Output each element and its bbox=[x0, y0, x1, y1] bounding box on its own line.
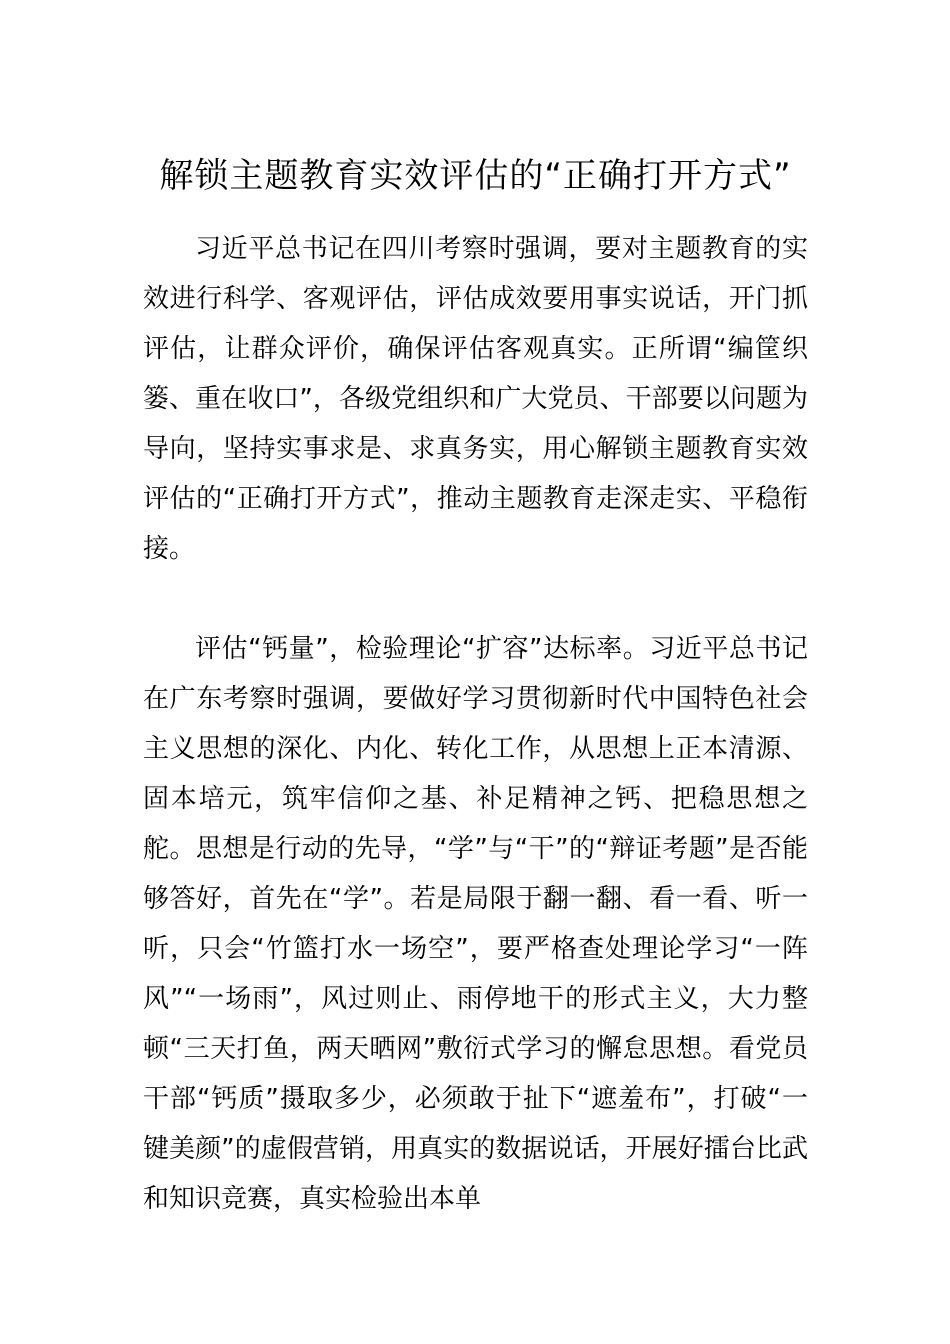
paragraph-intro: 习近平总书记在四川考察时强调，要对主题教育的实效进行科学、客观评估，评估成效要用事实说话，开门抓评估，让群众评价，确保评估客观真实。正所谓“编筐织篓、重在收口”，各级党组织和广大党员、干部要以问题为导向，坚持实事求是、求真务实，用心解锁主题教育实效评估的“正确打开方式”，推动主题教育走深走实、平稳衔接。 bbox=[143, 234, 808, 564]
paragraph-calcium-assessment: 评估“钙量”，检验理论“扩容”达标率。习近平总书记在广东考察时强调，要做好学习贯彻新时代中国特色社会主义思想的深化、内化、转化工作，从思想上正本清源、固本培元，筑牢信仰之基、补足精神之钙、把稳思想之舵。思想是行动的先导，“学”与“干”的“辩证考题”是否能够答好，首先在“学”。若是局限于翻一翻、看一看、听一听，只会“竹篮打水一场空”，要严格查处理论学习“一阵风”“一场雨”，风过则止、雨停地干的形式主义，大力整顿“三天打鱼，两天晒网”敷衍式学习的懈怠思想。看党员干部“钙质”摄取多少，必须敢于扯下“遮羞布”，打破“一键美颜”的虚假营销，用真实的数据说话，开展好擂台比武和知识竞赛，真实检验出本单 bbox=[143, 634, 808, 1214]
document-title: 解锁主题教育实效评估的“正确打开方式” bbox=[159, 155, 792, 196]
